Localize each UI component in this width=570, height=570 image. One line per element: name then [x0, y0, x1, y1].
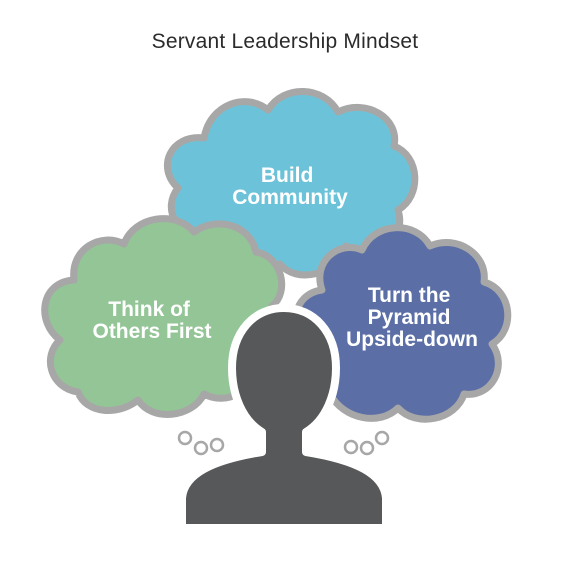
cloud-turn-line-2: Pyramid	[367, 306, 451, 329]
cloud-build-line-1: Build	[260, 164, 314, 187]
thought-bubble-right-2	[361, 442, 373, 454]
thought-bubble-icon-left	[179, 432, 223, 454]
cloud-turn-line-1: Turn the	[367, 284, 451, 307]
thought-bubble-right-1	[345, 441, 357, 453]
cloud-think-line-2: Others First	[92, 320, 212, 343]
thought-bubble-icon-right	[345, 432, 388, 454]
cloud-turn-line-3: Upside-down	[346, 328, 478, 351]
thought-bubble-left-3	[211, 439, 223, 451]
cloud-think-line-1: Think of	[108, 298, 190, 321]
thought-bubble-left-2	[195, 442, 207, 454]
cloud-think-label	[92, 298, 211, 343]
cloud-build-line-2: Community	[232, 186, 348, 209]
thought-bubble-left-1	[179, 432, 191, 444]
diagram-title: Servant Leadership Mindset	[151, 30, 419, 53]
thought-bubble-right-3	[376, 432, 388, 444]
